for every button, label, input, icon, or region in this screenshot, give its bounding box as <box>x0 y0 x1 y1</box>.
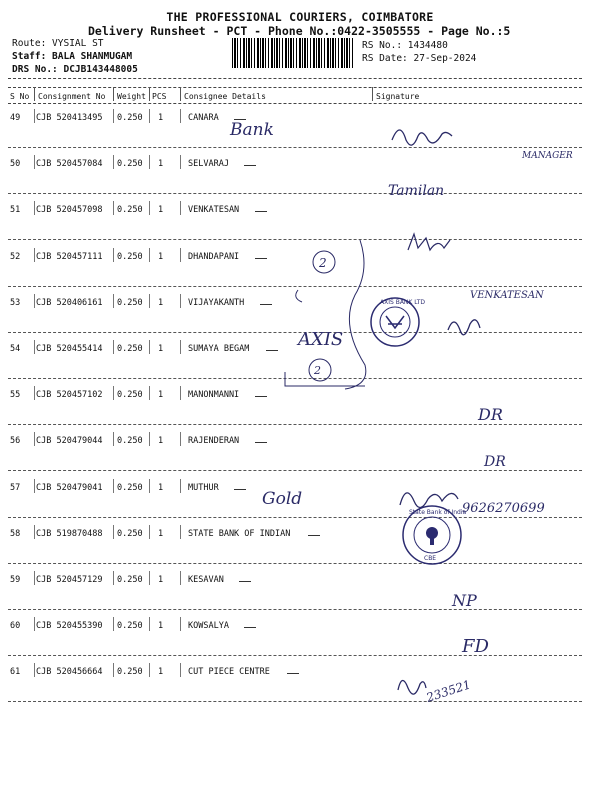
row-consignee: RAJENDERAN <box>188 436 240 447</box>
row-sno: 58 <box>10 528 21 539</box>
row-weight: 0.250 <box>117 205 143 216</box>
row-divider <box>34 617 35 631</box>
pen-dash <box>255 396 267 397</box>
row-divider <box>113 479 114 493</box>
pen-dash <box>266 350 278 351</box>
row-separator <box>8 563 582 564</box>
row-weight: 0.250 <box>117 297 143 308</box>
row-divider <box>149 571 150 585</box>
table-row <box>0 105 600 151</box>
row-consignment: CJB 520479044 <box>36 436 103 447</box>
handwriting-circle-two: 2 <box>319 256 327 270</box>
pen-dash <box>287 673 299 674</box>
pen-dash <box>244 627 256 628</box>
pen-dash <box>260 304 272 305</box>
table-row <box>0 428 600 474</box>
row-sno: 52 <box>10 251 21 262</box>
svg-text:CBE: CBE <box>424 555 437 562</box>
row-consignment: CJB 520413495 <box>36 113 103 123</box>
row-consignee: SELVARAJ <box>188 159 229 170</box>
row-separator <box>8 332 582 333</box>
row-divider <box>149 201 150 215</box>
row-pcs: 1 <box>158 297 164 308</box>
row-weight: 0.250 <box>117 482 143 493</box>
handwriting-manager: MANAGER <box>522 151 573 161</box>
row-pcs: 1 <box>158 344 164 354</box>
handwriting-np: NP <box>452 591 477 610</box>
col-details: Consignee Details <box>184 92 266 101</box>
handwriting-gold: Gold <box>262 489 303 509</box>
row-divider <box>149 432 150 446</box>
row-divider <box>180 155 181 169</box>
row-divider <box>113 248 114 262</box>
row-divider <box>149 248 150 262</box>
row-divider <box>113 201 114 215</box>
row-consignment: CJB 520456664 <box>36 667 103 678</box>
row-divider <box>34 109 35 123</box>
row-separator <box>8 286 582 287</box>
row-divider <box>180 340 181 354</box>
handwriting-bank: Bank <box>230 120 274 140</box>
row-divider <box>113 432 114 446</box>
row-consignment: CJB 519870488 <box>36 528 103 539</box>
row-consignee: VENKATESAN <box>188 205 240 216</box>
handwriting-tamilan: Tamilan <box>388 183 445 199</box>
row-pcs: 1 <box>158 205 164 216</box>
col-divider <box>149 87 150 101</box>
row-consignee: CANARA <box>188 113 219 123</box>
row-pcs: 1 <box>158 390 164 401</box>
row-divider <box>149 479 150 493</box>
handwriting-dr-2: DR <box>484 454 506 470</box>
staff-label: Staff: BALA SHANMUGAM <box>12 51 133 62</box>
row-sno: 57 <box>10 482 21 493</box>
row-divider <box>149 294 150 308</box>
row-divider <box>113 109 114 123</box>
row-separator <box>8 517 582 518</box>
handwriting-venkatesan: VENKATESAN <box>470 290 544 301</box>
row-divider <box>180 201 181 215</box>
row-divider <box>34 479 35 493</box>
route-label: Route: VYSIAL ST <box>12 38 104 49</box>
col-divider <box>113 87 114 101</box>
row-weight: 0.250 <box>117 575 143 585</box>
row-divider <box>180 386 181 400</box>
row-consignment: CJB 520457084 <box>36 159 103 170</box>
row-weight: 0.250 <box>117 344 143 354</box>
row-divider <box>34 294 35 308</box>
row-divider <box>113 617 114 631</box>
company-title: THE PROFESSIONAL COURIERS, COIMBATORE <box>166 10 434 24</box>
row-divider <box>34 663 35 677</box>
row-divider <box>180 663 181 677</box>
row-weight: 0.250 <box>117 436 143 447</box>
row-consignee: MUTHUR <box>188 482 219 493</box>
handwriting-dr-1: DR <box>478 405 503 424</box>
row-separator <box>8 701 582 702</box>
row-divider <box>113 155 114 169</box>
row-divider <box>180 571 181 585</box>
row-divider <box>113 340 114 354</box>
row-sno: 61 <box>10 667 21 678</box>
header-divider <box>8 78 582 79</box>
handwriting-number: 233521 <box>424 677 473 705</box>
row-pcs: 1 <box>158 251 164 262</box>
row-consignee: CUT PIECE CENTRE <box>188 667 270 678</box>
row-weight: 0.250 <box>117 621 143 632</box>
row-separator <box>8 378 582 379</box>
table-row <box>0 290 600 336</box>
row-divider <box>180 525 181 539</box>
row-pcs: 1 <box>158 621 164 632</box>
handwriting-axis: AXIS <box>298 329 344 350</box>
col-divider <box>180 87 181 101</box>
row-pcs: 1 <box>158 575 164 585</box>
row-consignee: SUMAYA BEGAM <box>188 344 250 354</box>
row-divider <box>180 617 181 631</box>
col-weight: Weight <box>117 92 146 101</box>
pen-dash <box>255 211 267 212</box>
row-divider <box>113 386 114 400</box>
row-divider <box>180 432 181 446</box>
row-weight: 0.250 <box>117 528 143 539</box>
row-separator <box>8 193 582 194</box>
drs-number: DRS No.: DCJB143448005 <box>12 64 138 75</box>
row-sno: 55 <box>10 390 21 401</box>
row-divider <box>180 109 181 123</box>
col-signature: Signature <box>376 92 420 101</box>
row-pcs: 1 <box>158 436 164 447</box>
pen-dash <box>234 119 246 120</box>
row-consignment: CJB 520455390 <box>36 621 103 632</box>
table-row <box>0 521 600 567</box>
column-header-top <box>8 87 582 88</box>
table-row <box>0 475 600 521</box>
row-pcs: 1 <box>158 667 164 678</box>
row-consignee: DHANDAPANI <box>188 251 240 262</box>
row-divider <box>149 617 150 631</box>
handwriting-fd: FD <box>462 636 489 657</box>
row-weight: 0.250 <box>117 251 143 262</box>
row-divider <box>149 525 150 539</box>
table-row <box>0 613 600 659</box>
pen-dash <box>308 535 320 536</box>
row-consignment: CJB 520455414 <box>36 344 103 354</box>
row-divider <box>113 571 114 585</box>
row-separator <box>8 239 582 240</box>
row-sno: 51 <box>10 205 21 216</box>
svg-text:AXIS BANK LTD: AXIS BANK LTD <box>380 299 426 306</box>
row-sno: 49 <box>10 113 21 123</box>
row-divider <box>34 155 35 169</box>
row-sno: 54 <box>10 344 21 354</box>
row-divider <box>34 525 35 539</box>
row-divider <box>34 248 35 262</box>
pen-dash <box>255 258 267 259</box>
row-sno: 60 <box>10 621 21 632</box>
table-row <box>0 244 600 290</box>
row-divider <box>34 571 35 585</box>
row-divider <box>34 386 35 400</box>
pen-dash <box>255 442 267 443</box>
row-pcs: 1 <box>158 528 164 539</box>
svg-text:State Bank of India: State Bank of India <box>409 509 467 516</box>
row-pcs: 1 <box>158 113 164 123</box>
pen-dash <box>239 581 251 582</box>
row-consignment: CJB 520457111 <box>36 251 103 262</box>
row-consignment: CJB 520406161 <box>36 297 103 308</box>
row-divider <box>149 340 150 354</box>
runsheet-subtitle: Delivery Runsheet - PCT - Phone No.:0422-3505555 - Page No.:5 <box>88 24 511 38</box>
row-pcs: 1 <box>158 159 164 170</box>
row-divider <box>149 386 150 400</box>
handwriting-circle-twentyfour: 2 <box>314 364 321 377</box>
col-pcs: PCS <box>152 92 167 101</box>
row-weight: 0.250 <box>117 667 143 678</box>
row-consignment: CJB 520457098 <box>36 205 103 216</box>
row-pcs: 1 <box>158 482 164 493</box>
row-divider <box>180 248 181 262</box>
row-divider <box>34 201 35 215</box>
col-divider <box>372 87 373 101</box>
rs-number: RS No.: 1434480 <box>362 40 448 51</box>
row-consignment: CJB 520457102 <box>36 390 103 401</box>
row-consignee: MANONMANNI <box>188 390 240 401</box>
row-divider <box>149 155 150 169</box>
row-sno: 59 <box>10 575 21 585</box>
row-weight: 0.250 <box>117 113 143 123</box>
row-sno: 50 <box>10 159 21 170</box>
pen-dash <box>234 489 246 490</box>
row-divider <box>149 663 150 677</box>
row-divider <box>180 479 181 493</box>
pen-dash <box>244 165 256 166</box>
row-consignee: KESAVAN <box>188 575 224 585</box>
row-divider <box>34 432 35 446</box>
row-divider <box>113 663 114 677</box>
rs-date: RS Date: 27-Sep-2024 <box>362 53 477 64</box>
row-consignment: CJB 520479041 <box>36 482 103 493</box>
table-row <box>0 659 600 705</box>
table-row <box>0 336 600 382</box>
row-consignee: VIJAYAKANTH <box>188 297 245 308</box>
row-consignee: STATE BANK OF INDIAN <box>188 528 291 539</box>
row-sno: 53 <box>10 297 21 308</box>
column-header-bottom <box>8 103 582 104</box>
table-row <box>0 567 600 613</box>
table-row <box>0 151 600 197</box>
row-divider <box>180 294 181 308</box>
table-row <box>0 382 600 428</box>
handwriting-phone: 9626270699 <box>462 501 545 516</box>
row-separator <box>8 424 582 425</box>
col-sno: S No <box>10 92 30 101</box>
barcode <box>232 38 354 68</box>
row-weight: 0.250 <box>117 390 143 401</box>
row-sno: 56 <box>10 436 21 447</box>
table-row <box>0 197 600 243</box>
row-separator <box>8 609 582 610</box>
row-separator <box>8 147 582 148</box>
row-separator <box>8 655 582 656</box>
row-divider <box>149 109 150 123</box>
row-consignee: KOWSALYA <box>188 621 229 632</box>
row-divider <box>113 525 114 539</box>
row-divider <box>34 340 35 354</box>
col-consignment: Consignment No <box>38 92 106 101</box>
row-separator <box>8 470 582 471</box>
col-divider <box>34 87 35 101</box>
row-consignment: CJB 520457129 <box>36 575 103 585</box>
row-divider <box>113 294 114 308</box>
row-weight: 0.250 <box>117 159 143 170</box>
